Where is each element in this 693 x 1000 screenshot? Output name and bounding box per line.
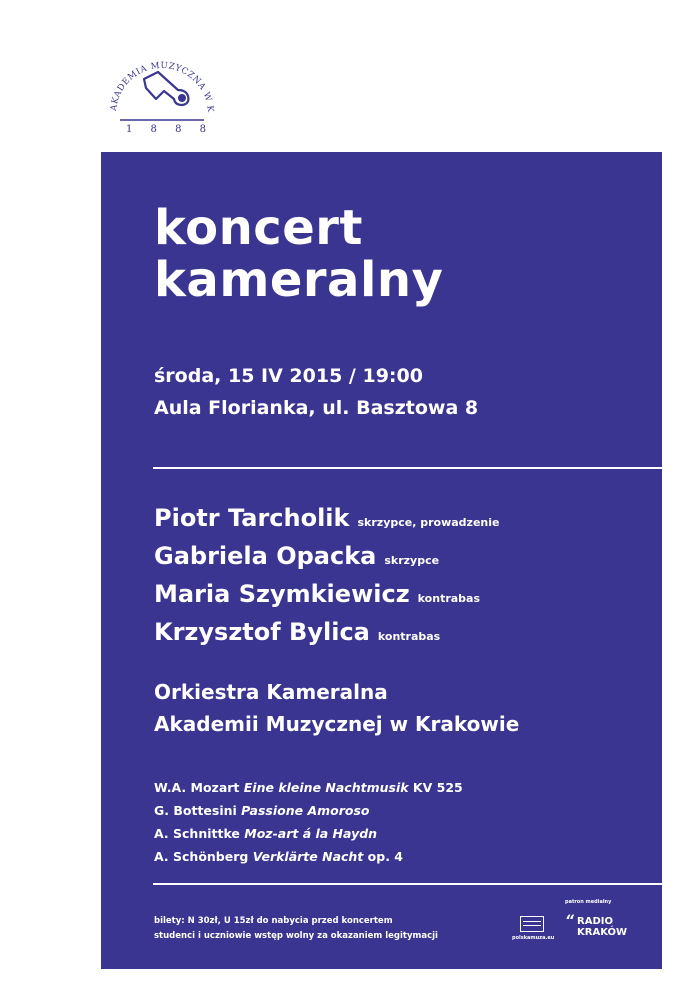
partner-logo-radio-krakow [565, 899, 645, 938]
radio-krakow-mark [565, 913, 645, 938]
program-suffix: KV 525 [412, 780, 463, 795]
program-work: Passione Amoroso [241, 803, 370, 818]
performer-name: Krzysztof Bylica [154, 618, 370, 646]
performer-name: Piotr Tarcholik [154, 504, 350, 532]
program-suffix: op. 4 [367, 849, 403, 864]
performer-name: Gabriela Opacka [154, 542, 377, 570]
performer [154, 618, 499, 656]
performer-role: kontrabas [417, 592, 481, 605]
program-work: Moz-art á la Haydn [244, 826, 378, 841]
program-item [154, 845, 463, 868]
program-list [154, 776, 463, 868]
radio-line: KRAKÓW [577, 927, 628, 938]
program-composer: A. Schnittke [154, 826, 240, 841]
orchestra-line: Orkiestra Kameralna [154, 680, 388, 704]
program-composer: W.A. Mozart [154, 780, 240, 795]
ticket-line: studenci i uczniowie wstęp wolny za okazaniem legitymacji [154, 931, 438, 941]
event-date-time: środa, 15 IV 2015 / 19:00 [154, 365, 423, 387]
logo-arc-text: AKADEMIA MUZYCZNA W K [109, 60, 216, 114]
orchestra-name [154, 676, 519, 740]
performer-name: Maria Szymkiewicz [154, 580, 410, 608]
program-item [154, 799, 463, 822]
logo-year-digit: 1 [126, 124, 133, 135]
event-details [154, 360, 478, 424]
program-composer: A. Schönberg [154, 849, 249, 864]
performer [154, 580, 499, 618]
performers-list [154, 504, 499, 656]
divider [153, 883, 662, 885]
program-work: Eine kleine Nachtmusik [243, 780, 409, 795]
ticket-line: bilety: N 30zł, U 15zł do nabycia przed koncertem [154, 916, 393, 926]
music-staff-icon [520, 916, 544, 932]
divider [153, 467, 662, 469]
title-line: koncert [154, 200, 363, 256]
program-item [154, 776, 463, 799]
performer-role: kontrabas [377, 630, 441, 643]
program-work: Verklärte Nacht [252, 849, 364, 864]
radio-quote-icon: “ [565, 913, 575, 929]
poster-panel [101, 152, 662, 969]
orchestra-line: Akademii Muzycznej w Krakowie [154, 712, 520, 736]
performer [154, 504, 499, 542]
logo-year [126, 124, 206, 135]
program-composer: G. Bottesini [154, 803, 237, 818]
logo-year-digit: 8 [199, 124, 206, 135]
performer-role: skrzypce [384, 554, 440, 567]
radio-words [577, 916, 627, 938]
event-venue: Aula Florianka, ul. Basztowa 8 [154, 397, 479, 419]
logo-year-digit: 8 [175, 124, 182, 135]
partner-logo-polskamuza [512, 916, 555, 948]
ticket-info [154, 914, 438, 944]
academy-logo [98, 32, 226, 150]
performer-role: skrzypce, prowadzenie [357, 516, 500, 529]
title-line: kameralny [154, 252, 444, 308]
logo-year-digit: 8 [150, 124, 157, 135]
concert-title [154, 202, 443, 306]
program-item [154, 822, 463, 845]
partner-label: polskamuza.eu [512, 935, 555, 941]
patron-caption: patron medialny [565, 899, 612, 905]
radio-line: RADIO [577, 916, 613, 927]
performer [154, 542, 499, 580]
